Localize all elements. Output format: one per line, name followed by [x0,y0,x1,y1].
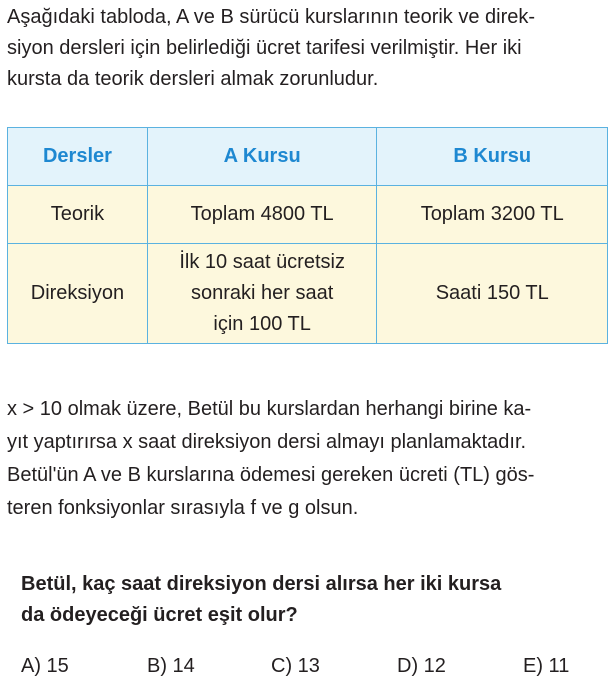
fee-table [7,127,608,344]
cell-direksiyon-a-line: sonraki her saat [191,282,334,304]
header-dersler: Dersler [8,128,148,186]
question-line: Betül, kaç saat direksiyon dersi alırsa her iki kursa [21,573,502,595]
question-line: da ödeyeceği ücret eşit olur? [21,604,298,626]
table-row-teorik [8,186,608,244]
header-b-kursu: B Kursu [377,128,608,186]
option-c[interactable]: C) 13 [271,655,320,677]
cell-direksiyon-a [147,244,377,344]
problem-paragraph [7,393,611,525]
cell-teorik-a [147,186,377,244]
option-e[interactable]: E) 11 [523,655,570,677]
paragraph-line: Betül'ün A ve B kurslarına ödemesi gereken ücreti (TL) gös- [7,464,535,486]
table-header-row [8,128,608,186]
header-a-kursu: A Kursu [147,128,377,186]
cell-direksiyon-label: Direksiyon [8,244,148,344]
paragraph-line: teren fonksiyonlar sırasıyla f ve g olsun. [7,497,359,519]
intro-line: siyon dersleri için belirlediği ücret tarifesi verilmiştir. Her iki [7,37,522,59]
paragraph-line: yıt yaptırırsa x saat direksiyon dersi almayı planlamaktadır. [7,431,527,453]
option-b[interactable]: B) 14 [147,655,195,677]
answer-options [0,655,616,687]
cell-direksiyon-a-line: için 100 TL [213,313,311,335]
table-row-direksiyon [8,244,608,344]
question-text [21,569,611,631]
option-a[interactable]: A) 15 [21,655,69,677]
intro-line: kursta da teorik dersleri almak zorunludur. [7,68,379,90]
cell-teorik-label: Teorik [8,186,148,244]
cell-direksiyon-b: Saati 150 TL [377,244,608,344]
cell-teorik-a-text: Toplam 4800 TL [190,203,334,225]
cell-teorik-b: Toplam 3200 TL [377,186,608,244]
cell-direksiyon-a-line: İlk 10 saat ücretsiz [179,251,345,273]
intro-text [7,2,611,95]
option-d[interactable]: D) 12 [397,655,446,677]
paragraph-line: x > 10 olmak üzere, Betül bu kurslardan herhangi birine ka- [7,398,532,420]
intro-line: Aşağıdaki tabloda, A ve B sürücü kurslarının teorik ve direk- [7,6,536,28]
